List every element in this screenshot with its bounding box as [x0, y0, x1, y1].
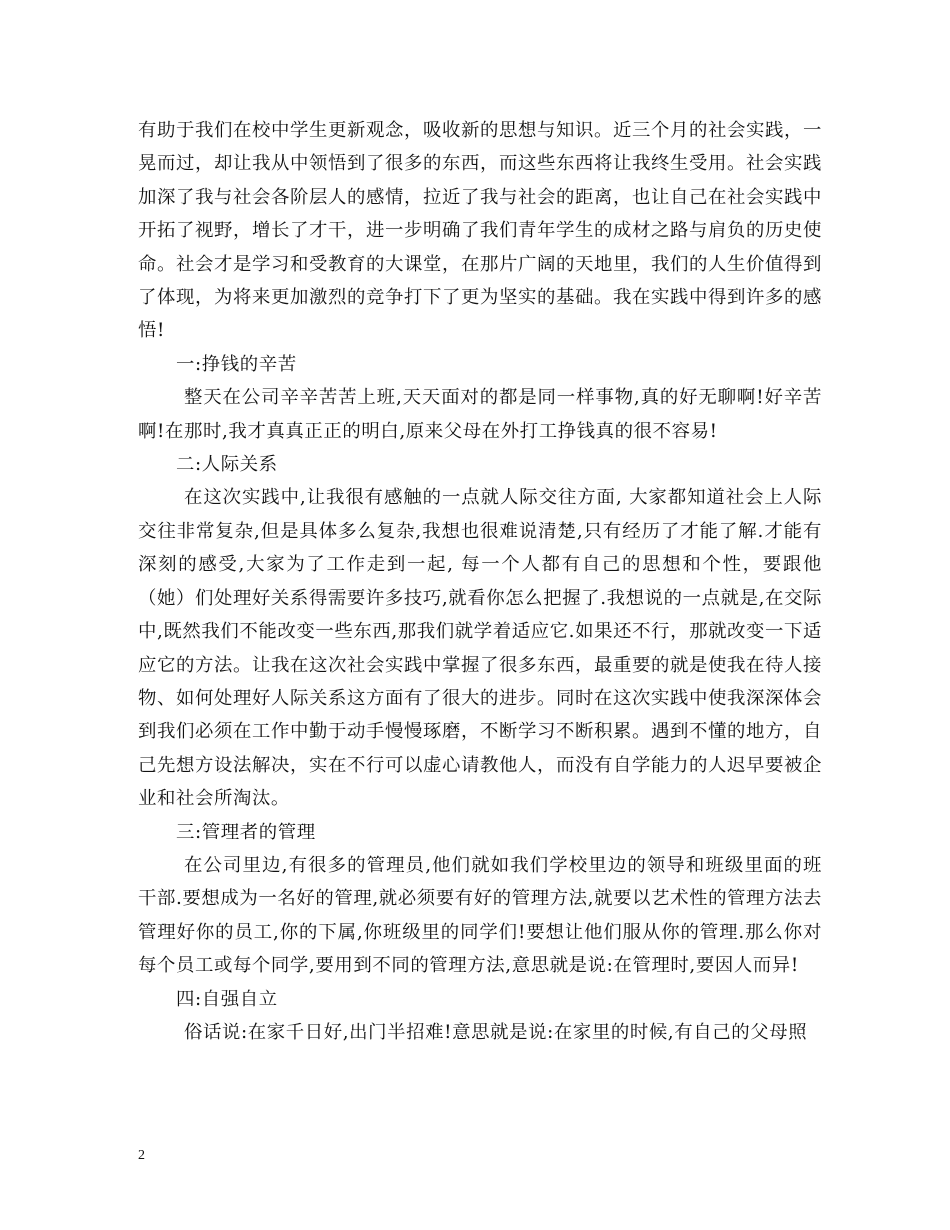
earning-paragraph: 整天在公司辛辛苦苦上班,天天面对的都是同一样事物,真的好无聊啊!好辛苦啊!在那时,我才真真正正的明白,原来父母在外打工挣钱真的很不容易! [138, 387, 822, 442]
intro-paragraph: 有助于我们在校中学生更新观念，吸收新的思想与知识。近三个月的社会实践，一晃而过，却让我从中领悟到了很多的东西，而这些东西将让我终生受用。社会实践加深了我与社会各阶层人的感情，拉近了我与社会的距离，也让自己在社会实践中开拓了视野，增长了才干，进一步明确了我们青年学生的成材之路与肩负的历史使命。社会才是学习和受教育的大课堂，在那片广阔的天地里，我们的人生价值得到了体现，为将来更加激烈的竞争打下了更为坚实的基础。我在实践中得到许多的感悟! [138, 120, 822, 342]
document-body [138, 114, 822, 1049]
self-reliance-paragraph: 俗话说:在家千日好,出门半招难!意思就是说:在家里的时候,有自己的父母照 [184, 1021, 808, 1043]
section-heading-earning: 一:挣钱的辛苦 [176, 353, 297, 375]
page-number: 2 [138, 1148, 145, 1163]
section-heading-relationships: 二:人际关系 [176, 454, 278, 476]
management-paragraph: 在公司里边,有很多的管理员,他们就如我们学校里边的领导和班级里面的班干部.要想成为一名好的管理,就必须要有好的管理方法,就要以艺术性的管理方法去管理好你的员工,你的下属,你班级里的同学们!要想让他们服从你的管理.那么你对每个员工或每个同学,要用到不同的管理方法,意思就是说:在管理时,要因人而异! [138, 854, 823, 977]
section-heading-management: 三:管理者的管理 [176, 821, 316, 843]
section-heading-self-reliance: 四:自强自立 [176, 988, 278, 1010]
relationships-paragraph: 在这次实践中,让我很有感触的一点就人际交往方面, 大家都知道社会上人际交往非常复杂,但是具体多么复杂,我想也很难说清楚,只有经历了才能了解.才能有深刻的感受,大家为了工作走到一起, 每一个人都有自己的思想和个性，要跟他（她）们处理好关系得需要许多技巧,就看你怎么把握了.我想说的一点就是,在交际中,既然我们不能改变一些东西,那我们就学着适应它.如果还不行，那就改变一下适应它的方法。让我在这次社会实践中掌握了很多东西，最重要的就是使我在待人接物、如何处理好人际关系这方面有了很大的进步。同时在这次实践中使我深深体会到我们必须在工作中勤于动手慢慢琢磨，不断学习不断积累。遇到不懂的地方，自己先想方设法解决，实在不行可以虚心请教他人，而没有自学能力的人迟早要被企业和社会所淘汰。 [138, 487, 823, 810]
